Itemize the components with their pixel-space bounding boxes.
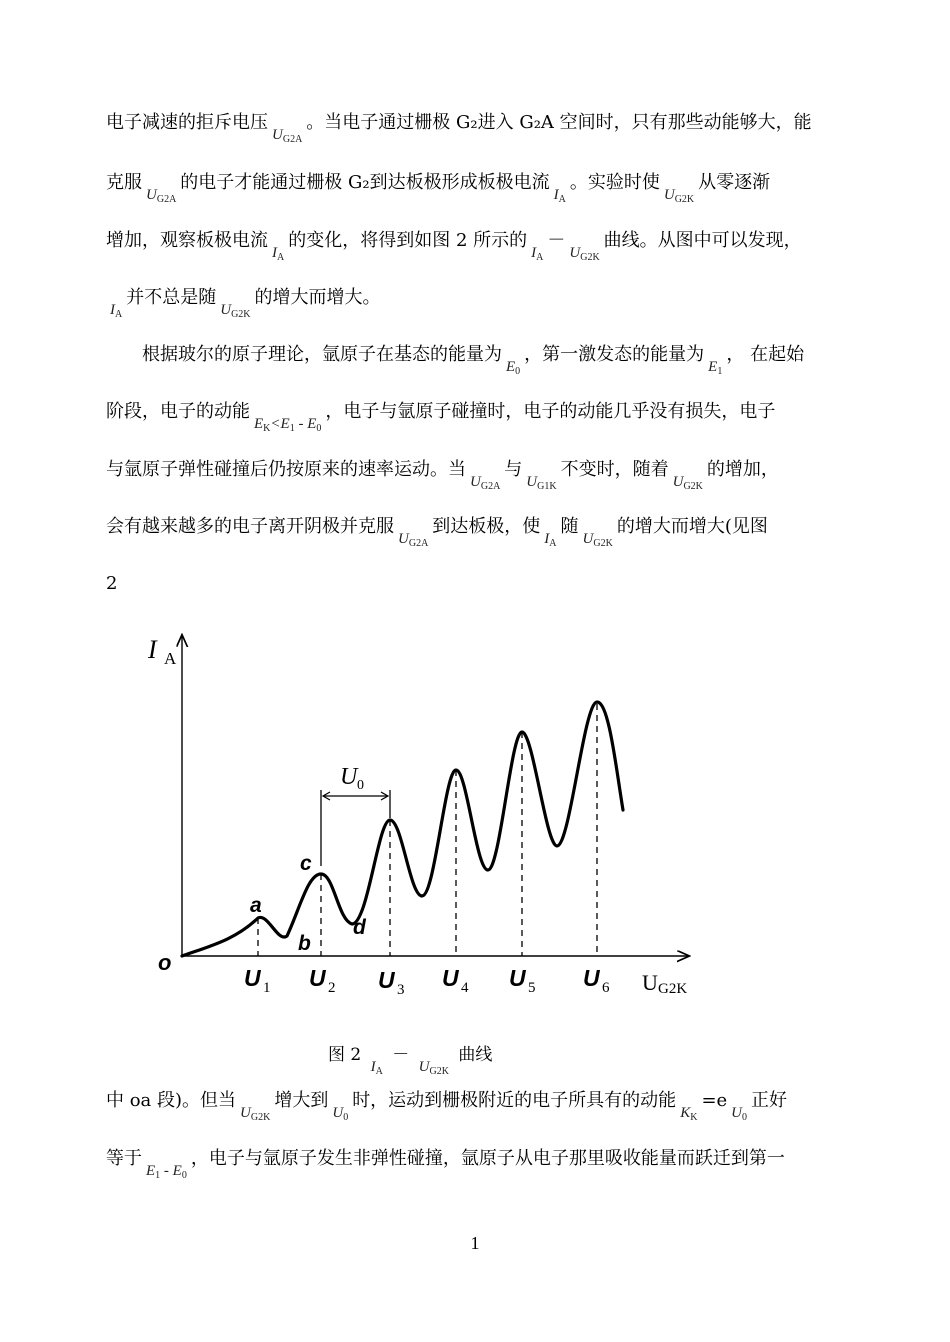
- text-run: 的变化，将得到如图 2 所示的: [288, 230, 528, 251]
- paragraph-line-7: [106, 459, 779, 492]
- text-run: 正好: [751, 1090, 788, 1111]
- tick-u2: U: [309, 965, 326, 991]
- peak-guides: [258, 704, 597, 956]
- text-run: 电子减速的拒斥电压: [106, 112, 268, 133]
- tick-u5: U: [509, 965, 526, 991]
- tick-u5-sub: 5: [528, 980, 536, 996]
- caption-suffix: 曲线: [458, 1045, 493, 1065]
- tick-u4: U: [442, 965, 459, 991]
- tick-u3: U: [378, 967, 395, 993]
- y-axis-label: I: [148, 635, 157, 664]
- text-run: ，第一激发态的能量为: [524, 344, 705, 365]
- math-symbol: $I_A$: [531, 245, 544, 263]
- text-run: 的电子才能通过栅极 G₂到达板极形成板极电流: [180, 172, 550, 193]
- x-tick-labels: [244, 965, 610, 998]
- math-symbol: $U_0$: [332, 1105, 349, 1123]
- tick-u4-sub: 4: [461, 980, 469, 996]
- text-run: 的增大而增大(见图: [616, 516, 768, 537]
- text-run: 2: [106, 573, 118, 594]
- caption-dash: －: [392, 1045, 410, 1065]
- paragraph-line-10: [106, 1090, 788, 1123]
- caption-math-ug2k: $U_{G2K}$: [418, 1059, 449, 1077]
- text-run: －: [547, 230, 566, 251]
- paragraph-line-9: [106, 573, 117, 595]
- paragraph-line-6: [106, 401, 776, 434]
- origin-label: o: [158, 950, 172, 975]
- paragraph-line-3: [106, 230, 802, 263]
- point-c-label: c: [300, 852, 312, 875]
- text-run: 根据玻尔的原子理论，氩原子在基态的能量为: [106, 344, 502, 365]
- paragraph-line-5: [106, 344, 805, 377]
- y-axis-label-sub: A: [164, 649, 177, 668]
- math-symbol: $U_{G2A}$: [272, 127, 303, 145]
- paragraph-line-8: [106, 516, 768, 549]
- tick-u6: U: [583, 965, 600, 991]
- text-run: 时，运动到栅极附近的电子所具有的动能: [352, 1090, 677, 1111]
- page-number: 1: [470, 1233, 480, 1253]
- text-run: ，电子与氩原子发生非弹性碰撞，氩原子从电子那里吸收能量而跃迁到第一: [190, 1148, 785, 1169]
- tick-u3-sub: 3: [397, 982, 405, 998]
- text-run: 会有越来越多的电子离开阴极并克服: [106, 516, 394, 537]
- text-run: 到达板极，使: [432, 516, 541, 537]
- math-symbol: $U_{G2K}$: [569, 245, 600, 263]
- text-run: 增加，观察板极电流: [106, 230, 268, 251]
- math-symbol: $I_A$: [272, 245, 285, 263]
- text-run: 中 oa 段)。但当: [106, 1090, 237, 1111]
- text-run: 阶段，电子的动能: [106, 401, 250, 422]
- math-symbol: $I_A$: [553, 187, 566, 205]
- point-b-label: b: [298, 932, 311, 955]
- text-run: 增大到: [274, 1090, 329, 1111]
- paragraph-line-2: [106, 172, 771, 205]
- text-run: 随: [560, 516, 579, 537]
- math-symbol: $U_0$: [731, 1105, 748, 1123]
- text-run: 从零逐渐: [698, 172, 771, 193]
- text-run: 与氩原子弹性碰撞后仍按原来的速率运动。当: [106, 459, 466, 480]
- x-axis-label: U: [642, 970, 658, 995]
- math-symbol: $I_A$: [544, 531, 557, 549]
- tick-u1: U: [244, 965, 261, 991]
- text-run: 不变时，随着: [560, 459, 669, 480]
- ia-curve: [182, 702, 623, 956]
- point-a-label: a: [250, 894, 262, 917]
- math-symbol: $U_{G2K}$: [663, 187, 695, 205]
- text-run: 克服: [106, 172, 142, 193]
- franck-hertz-figure: [140, 618, 705, 1003]
- math-symbol: $U_{G2K}$: [672, 474, 703, 492]
- math-symbol: $K_K$: [680, 1105, 698, 1123]
- math-symbol: $U_{G2K}$: [220, 302, 251, 320]
- tick-u2-sub: 2: [328, 980, 336, 996]
- text-run: 的增大而增大。: [254, 287, 381, 308]
- math-symbol: $U_{G2K}$: [582, 531, 613, 549]
- math-symbol: $U_{G1K}$: [526, 474, 557, 492]
- math-symbol: $I_A$: [110, 302, 123, 320]
- u0-label: U: [340, 764, 358, 790]
- math-symbol: $E_0$: [506, 359, 521, 377]
- x-axis-label-sub: G2K: [658, 981, 688, 997]
- text-run: 并不总是随: [126, 287, 217, 308]
- math-symbol: $E_1$: [708, 359, 723, 377]
- math-symbol: $E_K<E_1 - E_0$: [254, 416, 322, 434]
- figure-caption: [328, 1040, 493, 1077]
- text-run: 曲线。从图中可以发现，: [603, 230, 802, 251]
- math-symbol: $E_1 - E_0$: [146, 1163, 187, 1181]
- math-symbol: $U_{G2A}$: [470, 474, 501, 492]
- math-symbol: $U_{G2A}$: [146, 187, 177, 205]
- text-run: 与: [504, 459, 523, 480]
- point-d-label: d: [353, 916, 366, 939]
- text-run: 的增加，: [706, 459, 779, 480]
- math-symbol: $U_{G2A}$: [398, 531, 429, 549]
- math-symbol: $U_{G2K}$: [240, 1105, 271, 1123]
- text-run: =e: [701, 1090, 728, 1111]
- ia-ug2k-curve-svg: [140, 618, 705, 1003]
- u0-label-sub: 0: [357, 778, 364, 793]
- paragraph-line-11: [106, 1148, 785, 1181]
- tick-u6-sub: 6: [602, 980, 610, 996]
- text-run: 。当电子通过栅极 G₂进入 G₂A 空间时，只有那些动能够大，能: [306, 112, 812, 133]
- text-run: ， 在起始: [726, 344, 805, 365]
- caption-prefix: 图 2: [328, 1045, 367, 1065]
- text-run: ，电子与氩原子碰撞时，电子的动能几乎没有损失，电子: [325, 401, 776, 422]
- caption-math-ia: $I_A$: [370, 1059, 383, 1077]
- text-run: 等于: [106, 1148, 142, 1169]
- text-run: 。实验时使: [569, 172, 660, 193]
- paragraph-line-4: [106, 287, 381, 320]
- paragraph-line-1: [106, 112, 812, 145]
- tick-u1-sub: 1: [263, 980, 271, 996]
